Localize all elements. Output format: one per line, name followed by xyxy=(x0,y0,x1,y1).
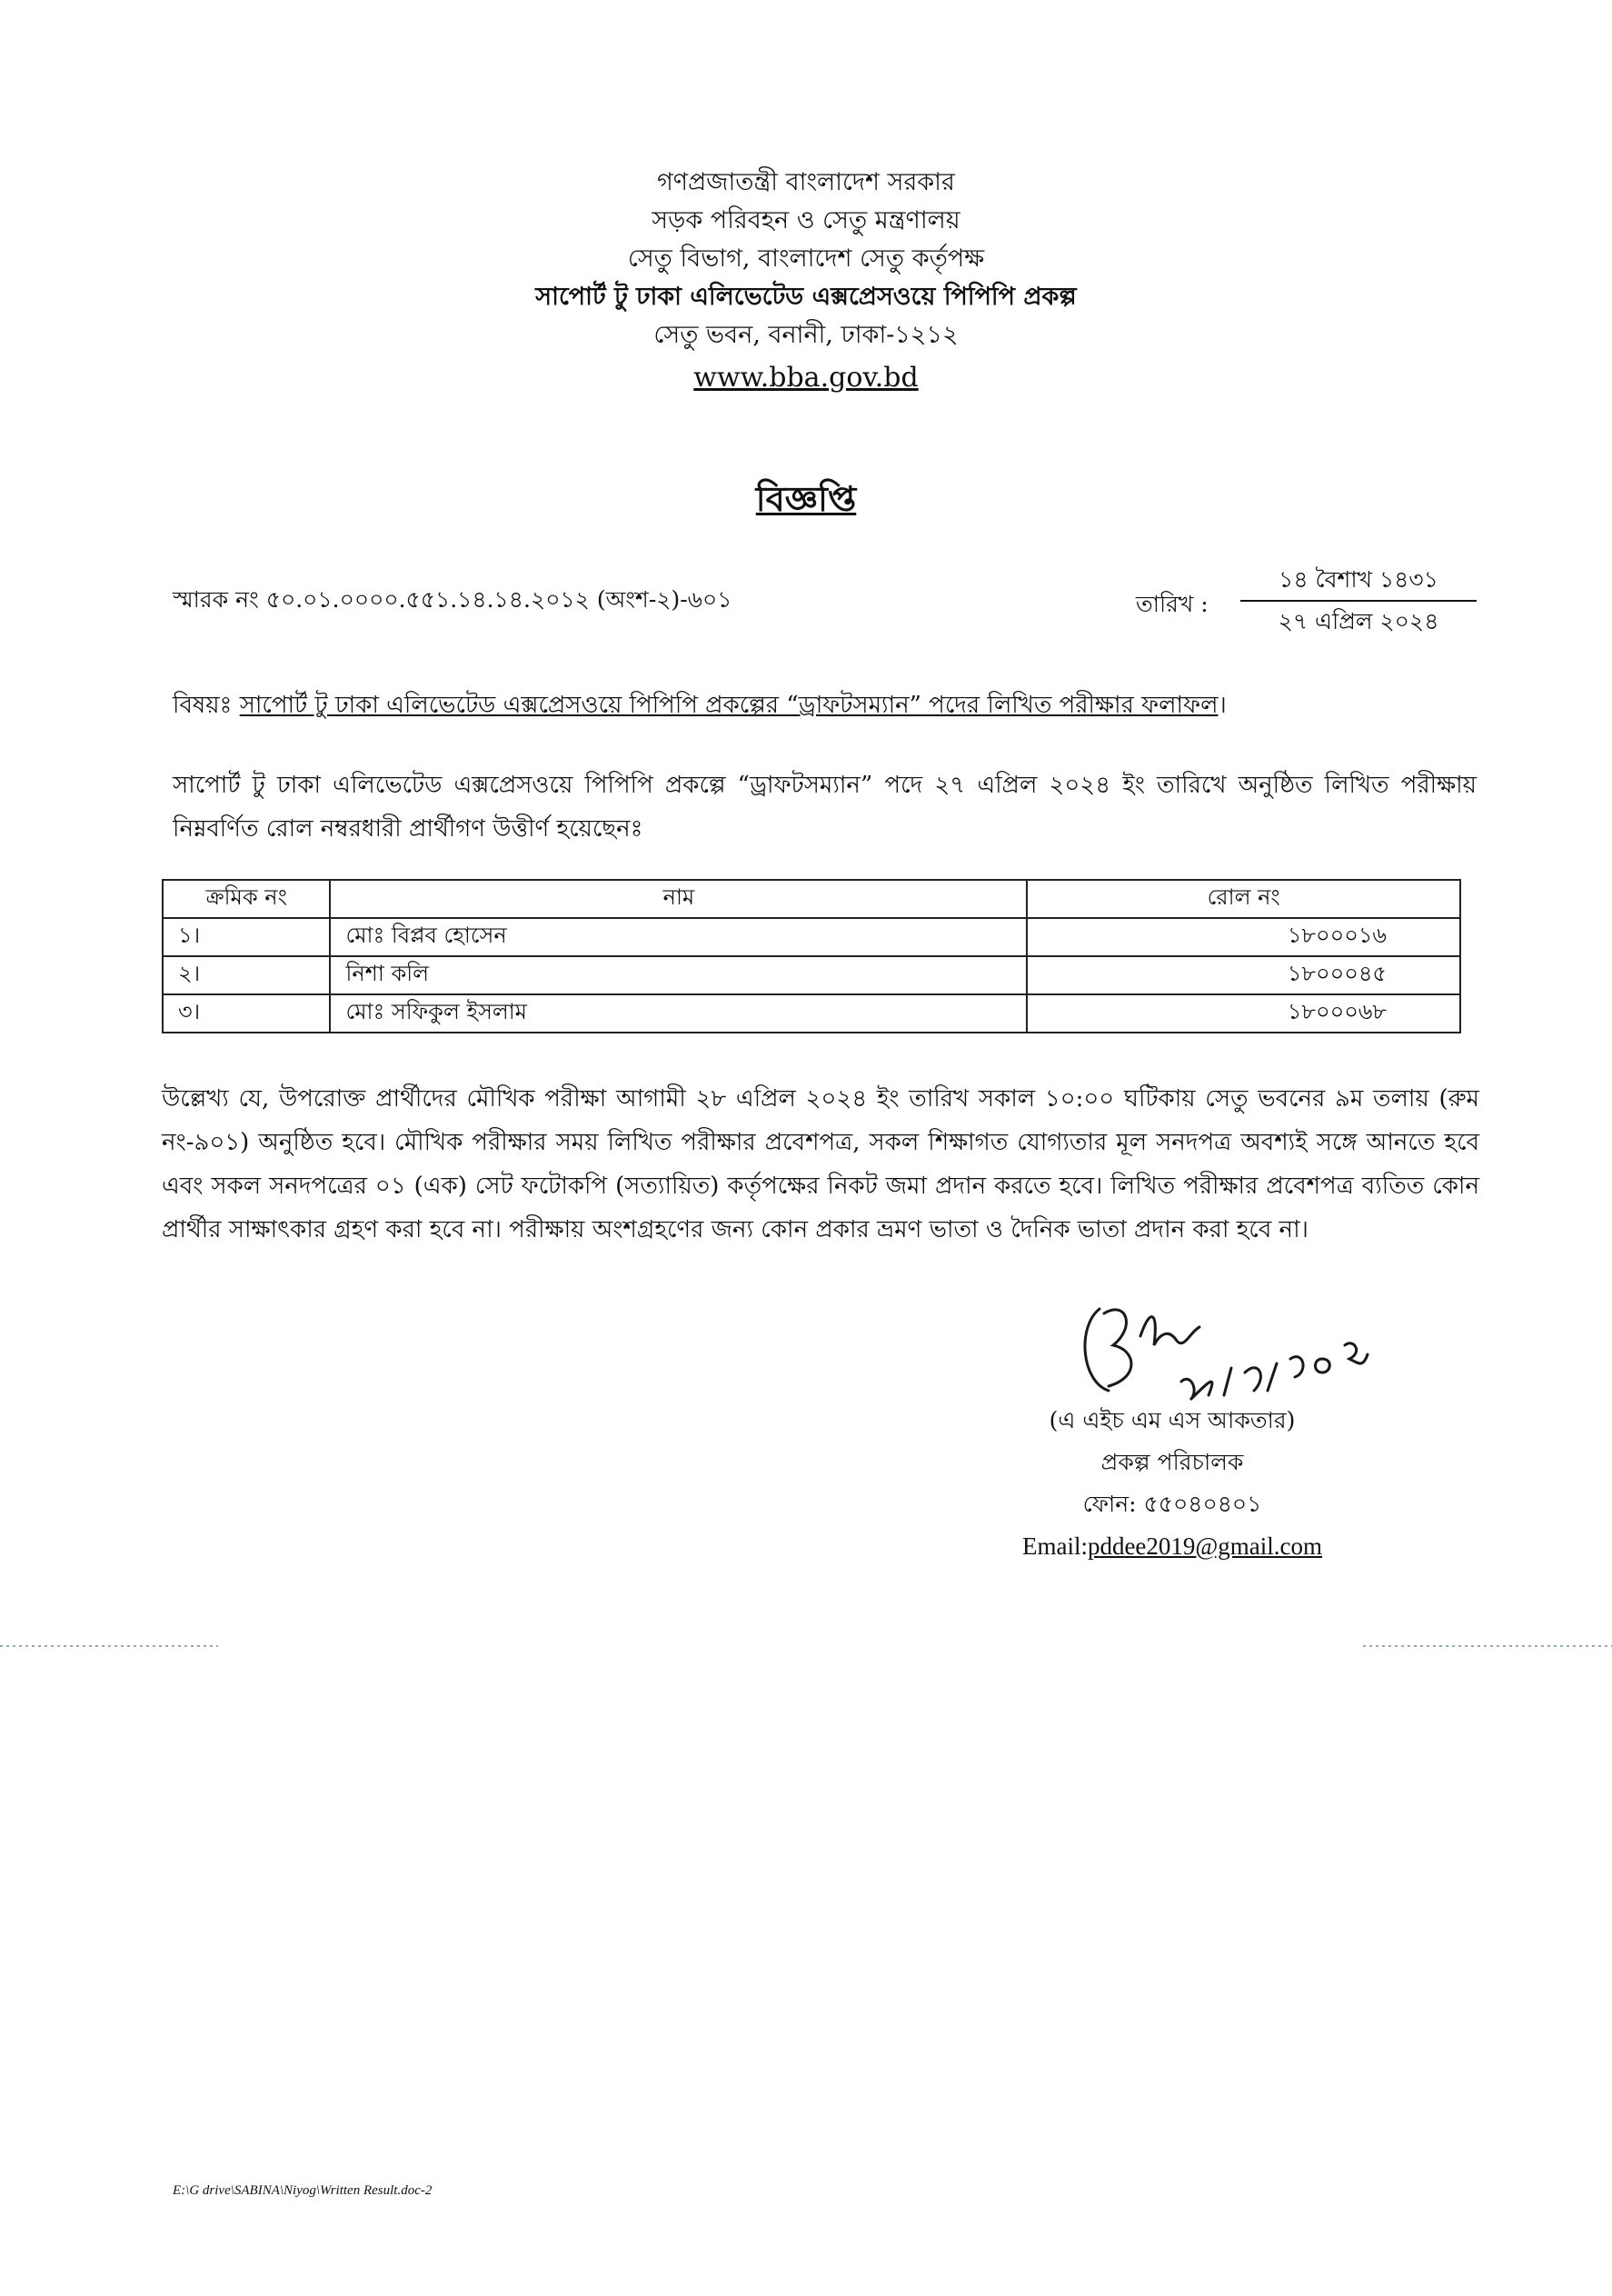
date-divider xyxy=(1240,600,1477,602)
signer-phone: ফোন: ৫৫০৪০৪০১ xyxy=(1082,1491,1262,1517)
header-name: নাম xyxy=(330,880,1027,918)
header-roll: রোল নং xyxy=(1027,880,1460,918)
letterhead xyxy=(0,164,1612,398)
date-english: ২৭ এপ্রিল ২০২৪ xyxy=(1278,608,1439,634)
table-row xyxy=(163,994,1460,1033)
row-name: নিশা কলি xyxy=(330,956,1027,994)
date-bangla: ১৪ বৈশাখ ১৪৩১ xyxy=(1279,566,1438,593)
date-block xyxy=(1240,562,1477,640)
header-ministry: সড়ক পরিবহন ও সেতু মন্ত্রণালয় xyxy=(652,206,960,235)
result-table xyxy=(162,879,1461,1033)
row-serial: ৩। xyxy=(163,994,330,1033)
intro-paragraph: সাপোর্ট টু ঢাকা এলিভেটেড এক্সপ্রেসওয়ে পিপিপি প্রকল্পে “ড্রাফটসম্যান” পদে ২৭ এপ্রিল ২০২৪ ইং তারিখে অনুষ্ঠিত লিখিত পরীক্ষায় নিম্নবর্ণিত রোল নম্বরধারী প্রার্থীগণ উত্তীর্ণ হয়েছেনঃ xyxy=(173,772,1477,843)
subject-text: সাপোর্ট টু ঢাকা এলিভেটেড এক্সপ্রেসওয়ে পিপিপি প্রকল্পের “ড্রাফটসম্যান” পদের লিখিত পরীক্ষার ফলাফল xyxy=(239,692,1219,719)
signer-title: প্রকল্প পরিচালক xyxy=(1100,1449,1244,1475)
table-header-row xyxy=(163,880,1460,918)
handwritten-signature xyxy=(1072,1273,1418,1418)
signer-block xyxy=(972,1400,1372,1567)
table-row xyxy=(163,956,1460,994)
row-roll: ১৮০০০৪৫ xyxy=(1027,956,1460,994)
instructions-paragraph: উল্লেখ্য যে, উপরোক্ত প্রার্থীদের মৌখিক পরীক্ষা আগামী ২৮ এপ্রিল ২০২৪ ইং তারিখ সকাল ১০:০০ ঘটিকায় সেতু ভবনের ৯ম তলায় (রুম নং-৯০১) অনুষ্ঠিত হবে। মৌখিক পরীক্ষার সময় লিখিত পরীক্ষার প্রবেশপত্র, সকল শিক্ষাগত যোগ্যতার মূল সনদপত্র অবশ্যই সঙ্গে আনতে হবে এবং সকল সনদপত্রের ০১ (এক) সেট ফটোকপি (সত্যায়িত) কর্তৃপক্ষের নিকট জমা প্রদান করতে হবে। লিখিত পরীক্ষার প্রবেশপত্র ব্যতিত কোন প্রার্থীর সাক্ষাৎকার গ্রহণ করা হবে না। পরীক্ষায় অংশগ্রহণের জন্য কোন প্রকার ভ্রমণ ভাতা ও দৈনিক ভাতা প্রদান করা হবে না। xyxy=(162,1085,1479,1243)
scan-artifact xyxy=(0,1645,218,1647)
email-link[interactable]: pddee2019@gmail.com xyxy=(1087,1532,1323,1560)
scan-artifact xyxy=(1363,1645,1612,1647)
table-row xyxy=(163,918,1460,956)
email-label: Email: xyxy=(1021,1532,1088,1560)
signer-name: (এ এইচ এম এস আকতার) xyxy=(1049,1407,1296,1433)
header-project: সাপোর্ট টু ঢাকা এলিভেটেড এক্সপ্রেসওয়ে পিপিপি প্রকল্প xyxy=(535,283,1077,311)
row-serial: ২। xyxy=(163,956,330,994)
date-label: তারিখ : xyxy=(1136,591,1209,617)
notice-title: বিজ্ঞপ্তি xyxy=(755,478,857,519)
row-roll: ১৮০০০১৬ xyxy=(1027,918,1460,956)
header-website-link[interactable]: www.bba.gov.bd xyxy=(693,362,919,394)
header-address: সেতু ভবন, বনানী, ঢাকা-১২১২ xyxy=(653,321,959,349)
subject-suffix: । xyxy=(1218,692,1227,719)
signer-email-line xyxy=(972,1525,1372,1567)
memo-number: স্মারক নং ৫০.০১.০০০০.৫৫১.১৪.১৪.২০১২ (অংশ-২)-৬০১ xyxy=(173,586,732,613)
header-serial: ক্রমিক নং xyxy=(163,880,330,918)
row-serial: ১। xyxy=(163,918,330,956)
file-path-footer: E:\G drive\SABINA\Niyog\Written Result.doc-2 xyxy=(173,2183,433,2198)
subject-prefix: বিষয়ঃ xyxy=(173,692,240,719)
row-name: মোঃ বিপ্লব হোসেন xyxy=(330,918,1027,956)
subject-line xyxy=(173,686,1490,726)
row-roll: ১৮০০০৬৮ xyxy=(1027,994,1460,1033)
row-name: মোঃ সফিকুল ইসলাম xyxy=(330,994,1027,1033)
header-division: সেতু বিভাগ, বাংলাদেশ সেতু কর্তৃপক্ষ xyxy=(627,245,985,273)
header-government: গণপ্রজাতন্ত্রী বাংলাদেশ সরকার xyxy=(657,168,955,196)
